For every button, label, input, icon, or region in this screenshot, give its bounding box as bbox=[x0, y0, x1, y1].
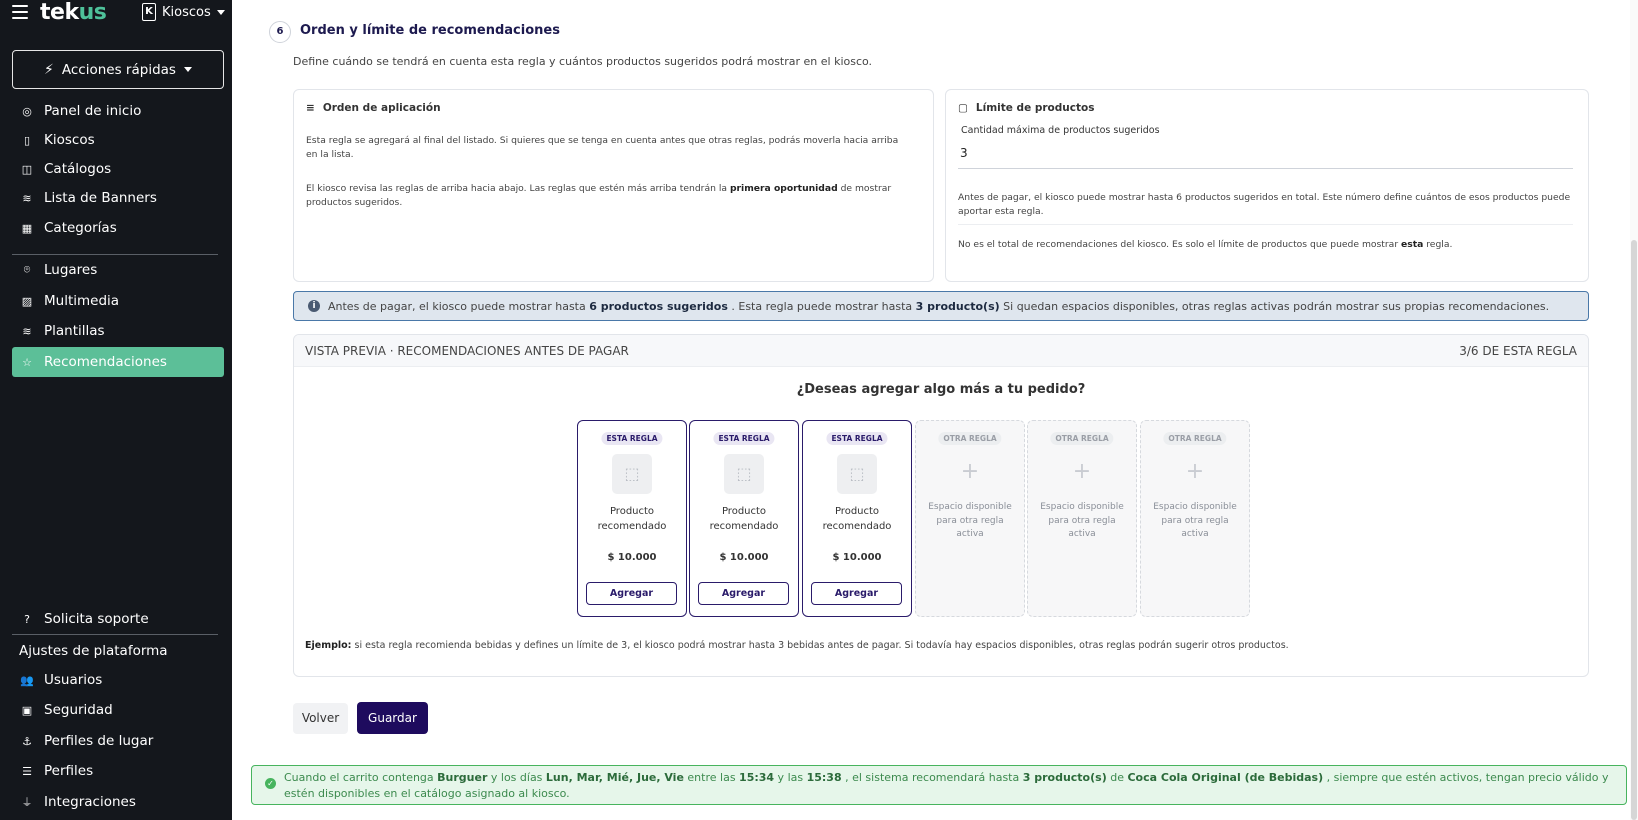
product-card bbox=[577, 420, 687, 617]
rule-summary-banner bbox=[251, 765, 1627, 805]
sidebar-divider bbox=[12, 634, 218, 635]
sidebar-header bbox=[0, 0, 232, 30]
star-icon: ☆ bbox=[22, 355, 32, 369]
sidebar-item-label: Seguridad bbox=[44, 702, 113, 718]
sidebar-item-label: Lugares bbox=[44, 262, 98, 278]
plus-icon: + bbox=[960, 459, 980, 484]
empty-slot-card bbox=[915, 420, 1025, 617]
order-card-header bbox=[306, 102, 441, 114]
book-icon: ◫ bbox=[21, 162, 33, 176]
sidebar-item-lugares[interactable] bbox=[12, 255, 224, 285]
limit-card-header bbox=[958, 102, 1094, 114]
image-icon: ▨ bbox=[21, 294, 33, 308]
product-price: $ 10.000 bbox=[607, 552, 657, 563]
order-card-title: Orden de aplicación bbox=[322, 102, 441, 114]
sidebar-item-multimedia[interactable] bbox=[12, 286, 224, 316]
location-pin-icon: ⌾ bbox=[23, 263, 31, 276]
place-profile-icon: ⚓ bbox=[22, 734, 32, 748]
product-name: Producto recomendado bbox=[597, 506, 667, 532]
sidebar-item-label: Perfiles de lugar bbox=[44, 733, 154, 749]
preview-count: 3/6 DE ESTA REGLA bbox=[1459, 344, 1577, 358]
limit-card bbox=[945, 89, 1589, 282]
add-button[interactable]: Agregar bbox=[698, 582, 789, 605]
sidebar-item-integraciones[interactable] bbox=[12, 787, 224, 817]
empty-slot-text: Espacio disponible para otra regla activa bbox=[928, 502, 1012, 539]
sidebar-item-label: Plantillas bbox=[44, 323, 105, 339]
sidebar-item-perfiles[interactable] bbox=[12, 756, 224, 786]
sidebar-item-seguridad[interactable] bbox=[12, 695, 224, 725]
back-button[interactable]: Volver bbox=[293, 703, 348, 734]
info-banner-text: Antes de pagar, el kiosco puede mostrar hasta 6 productos sugeridos . Esta regla puede mostrar hasta 3 producto(s) Si quedan espacios disponibles, otras reglas activas podrán mostrar sus propias recomendaciones. bbox=[328, 299, 1550, 313]
sidebar-item-label: Usuarios bbox=[44, 672, 103, 688]
sidebar-item-plantillas[interactable] bbox=[12, 316, 224, 346]
users-icon: 👥 bbox=[20, 673, 34, 687]
rule-badge: OTRA REGLA bbox=[1050, 432, 1113, 445]
quick-actions-label: Acciones rápidas bbox=[61, 61, 176, 78]
kiosk-selector[interactable] bbox=[142, 3, 225, 21]
list-icon: ≡ bbox=[306, 102, 315, 114]
max-products-label: Cantidad máxima de productos sugeridos bbox=[961, 125, 1160, 136]
info-icon: i bbox=[308, 300, 320, 312]
scrollbar-thumb[interactable] bbox=[1631, 240, 1637, 820]
empty-slot-text: Espacio disponible para otra regla activa bbox=[1153, 502, 1237, 539]
kiosk-icon: ▯ bbox=[23, 133, 31, 147]
rule-summary-text: Cuando el carrito contenga Burguer y los días Lun, Mar, Mié, Jue, Vie entre las 15:34 y las 15:38 , el sistema recomendará hasta 3 producto(s) de Coca Cola Original (de Bebidas) , siempre que estén activos, tengan precio válido y estén disponibles en el catálogo asignado al kiosco. bbox=[284, 771, 1609, 800]
order-card bbox=[293, 89, 934, 282]
menu-icon[interactable] bbox=[12, 5, 28, 19]
order-card-text-2: El kiosco revisa las reglas de arriba hacia abajo. Las reglas que estén más arriba tendrán la primera oportunidad de mostrar productos sugeridos. bbox=[306, 183, 892, 208]
recommendations-preview bbox=[293, 334, 1589, 677]
bag-icon: ⬚ bbox=[724, 454, 764, 494]
sidebar-item-panel-de-inicio[interactable] bbox=[12, 96, 224, 126]
preview-title: VISTA PREVIA · RECOMENDACIONES ANTES DE PAGAR bbox=[305, 344, 629, 358]
sidebar-item-label: Multimedia bbox=[44, 293, 120, 309]
save-button[interactable]: Guardar bbox=[357, 702, 428, 734]
limit-card-title: Límite de productos bbox=[975, 102, 1095, 114]
rule-badge: OTRA REGLA bbox=[1163, 432, 1226, 445]
check-circle-icon: ✓ bbox=[265, 778, 276, 789]
step-number-badge: 6 bbox=[269, 21, 291, 43]
plus-icon: + bbox=[1072, 459, 1092, 484]
chevron-down-icon bbox=[217, 10, 225, 15]
info-banner bbox=[293, 291, 1589, 321]
sidebar-item-label: Lista de Banners bbox=[44, 190, 157, 206]
plus-icon: + bbox=[1185, 459, 1205, 484]
rule-badge: OTRA REGLA bbox=[938, 432, 1001, 445]
sidebar-item-categorias[interactable] bbox=[12, 213, 224, 243]
preview-header bbox=[294, 335, 1588, 367]
list-icon: ☰ bbox=[22, 764, 32, 778]
chevron-down-icon bbox=[184, 67, 192, 72]
add-button[interactable]: Agregar bbox=[811, 582, 902, 605]
sidebar-item-label: Catálogos bbox=[44, 161, 112, 177]
example-text: Ejemplo: si esta regla recomienda bebidas y defines un límite de 3, el kiosco podrá mostrar hasta 3 bebidas antes de pagar. Si todavía hay espacios disponibles, otras reglas podrán sugerir otros productos. bbox=[305, 640, 1289, 651]
bolt-icon: ⚡ bbox=[44, 61, 54, 78]
dashboard-icon: ◎ bbox=[22, 104, 32, 118]
section-description: Define cuándo se tendrá en cuenta esta regla y cuántos productos sugeridos podrá mostrar en el kiosco. bbox=[293, 55, 873, 68]
rule-badge: ESTA REGLA bbox=[601, 432, 662, 445]
layers-icon: ≋ bbox=[22, 324, 32, 338]
sidebar-item-usuarios[interactable] bbox=[12, 665, 224, 695]
sidebar-item-label: Recomendaciones bbox=[44, 354, 167, 370]
order-card-text-1: Esta regla se agregará al final del listado. Si quieres que se tenga en cuenta antes que otras reglas, podrás moverla hacia arriba en la lista. bbox=[306, 135, 899, 160]
empty-slot-text: Espacio disponible para otra regla activa bbox=[1040, 502, 1124, 539]
sidebar-item-catalogos[interactable] bbox=[12, 154, 224, 184]
lock-icon: ▣ bbox=[21, 703, 33, 717]
product-price: $ 10.000 bbox=[832, 552, 882, 563]
sidebar-item-solicita-soporte[interactable] bbox=[12, 604, 224, 634]
rule-badge: ESTA REGLA bbox=[826, 432, 887, 445]
layers-icon: ≋ bbox=[22, 191, 32, 205]
sidebar-item-perfiles-de-lugar[interactable] bbox=[12, 726, 224, 756]
bag-icon: ▢ bbox=[958, 102, 968, 114]
preview-question: ¿Deseas agregar algo más a tu pedido? bbox=[796, 382, 1086, 397]
sidebar-item-label: Integraciones bbox=[44, 794, 136, 810]
sidebar-item-label: Solicita soporte bbox=[44, 611, 149, 627]
limit-card-text-1: Antes de pagar, el kiosco puede mostrar hasta 6 productos sugeridos en total. Este número define cuántos de esos productos puede aportar esta regla. bbox=[958, 192, 1571, 217]
help-icon: ? bbox=[24, 612, 30, 626]
sidebar-item-recomendaciones[interactable] bbox=[12, 347, 224, 377]
product-card bbox=[802, 420, 912, 617]
limit-card-text-2: No es el total de recomendaciones del kiosco. Es solo el límite de productos que puede mostrar esta regla. bbox=[958, 239, 1453, 250]
product-card bbox=[689, 420, 799, 617]
quick-actions-button[interactable] bbox=[12, 50, 224, 89]
add-button[interactable]: Agregar bbox=[586, 582, 677, 605]
kiosk-selector-label: Kioscos bbox=[162, 4, 211, 20]
max-products-input[interactable]: 3 bbox=[958, 143, 1573, 169]
sidebar-item-lista-de-banners[interactable] bbox=[12, 183, 224, 213]
categories-icon: ▦ bbox=[21, 221, 33, 235]
section-title: Orden y límite de recomendaciones bbox=[300, 23, 560, 38]
platform-settings-heading: Ajustes de plataforma bbox=[19, 643, 168, 659]
product-name: Producto recomendado bbox=[709, 506, 779, 532]
empty-slot-card bbox=[1140, 420, 1250, 617]
kiosk-icon: K bbox=[142, 3, 156, 21]
sidebar-item-label: Perfiles bbox=[44, 763, 94, 779]
rule-badge: ESTA REGLA bbox=[713, 432, 774, 445]
sidebar-item-kioscos[interactable] bbox=[12, 125, 224, 155]
sidebar-item-label: Kioscos bbox=[44, 132, 95, 148]
sidebar-item-label: Categorías bbox=[44, 220, 117, 236]
product-price: $ 10.000 bbox=[719, 552, 769, 563]
sidebar-item-label: Panel de inicio bbox=[44, 103, 142, 119]
main-content bbox=[232, 0, 1638, 820]
logo[interactable]: tekus bbox=[40, 0, 107, 25]
plug-icon: ⏚ bbox=[21, 796, 33, 809]
product-name: Producto recomendado bbox=[822, 506, 892, 532]
empty-slot-card bbox=[1027, 420, 1137, 617]
bag-icon: ⬚ bbox=[612, 454, 652, 494]
limit-card-divider bbox=[958, 224, 1573, 225]
bag-icon: ⬚ bbox=[837, 454, 877, 494]
sidebar bbox=[0, 0, 232, 820]
